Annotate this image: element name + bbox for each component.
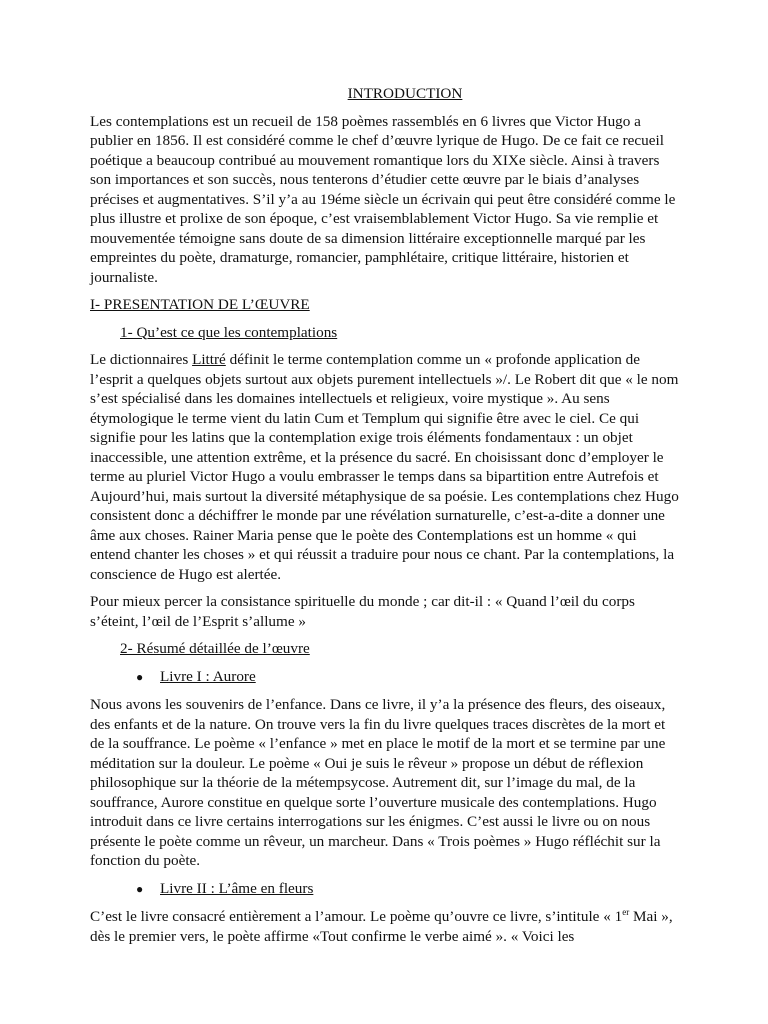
- bullet-livre-2: [136, 879, 680, 900]
- subsection-heading-text: 2- Résumé détaillée de l’œuvre: [120, 640, 310, 657]
- definition-paragraph: [90, 350, 680, 584]
- definition-text-start: Le dictionnaires: [90, 351, 193, 368]
- quote-paragraph: Pour mieux percer la consistance spirituelle du monde ; car dit-il : « Quand l’œil du corps s’éteint, l’œil de l’Esprit s’allume »: [90, 593, 635, 630]
- livre2-paragraph: [90, 907, 680, 946]
- livre1-paragraph: Nous avons les souvenirs de l’enfance. Dans ce livre, il y’a la présence des fleurs, des oiseaux, des enfants et de la nature. On trouve vers la fin du livre quelques traces discrètes de la mort et de la souffrance. Le poème « l’enfance » met en place le motif de la mort et se termine par une méditation sur la douleur. Le poème « Oui je suis le rêveur » propose un début de réflexion philosophique sur la théorie de la métempsycose. Autrement dit, sur l’image du mal, de la souffrance, Aurore constitue en quelque sorte l’ouverture musicale des contemplations. Hugo introduit dans ce livre certains interrogations sur les énigmes. C’est aussi le livre ou on nous présente le poète comme un rêveur, un marcheur. Dans « Trois poèmes » Hugo réfléchit sur la fonction du poète.: [90, 696, 666, 869]
- definition-text-rest: définit le terme contemplation comme un « profonde application de l’esprit a quelques objets surtout aux objets purement intellectuels »/. Le Robert dit que « le nom s’est spécialisé dans les domaines intellectuels et religieux, voire mystique ». Au sens étymologique le terme vient du latin Cum et Templum qui signifie être avec le ciel. Ce qui signifie pour les latins que la contemplation exige trois éléments fondamentaux : un objet inaccessible, une attention extrême, et la présence du sacré. En choisissant donc d’employer le terme au pluriel Victor Hugo a voulu embrasser le temps dans sa bipartition entre Autrefois et Aujourd’hui, mais surtout la diversité métaphysique de sa poésie. Les contemplations chez Hugo consistent donc a déchiffrer le monde par une révélation surnaturelle, c’est-a-dite a donner une âme aux choses. Rainer Maria pense que le poète des Contemplations est un homme « qui entend chanter les choses » et qui réussit a traduire pour nous ce chant. Par la contemplations, la conscience de Hugo est alertée.: [90, 351, 679, 583]
- superscript-er: er: [622, 906, 630, 917]
- littre-reference: Littré: [192, 351, 226, 368]
- bullet-label: Livre II : L’âme en fleurs: [160, 879, 314, 897]
- bullet-label: Livre I : Aurore: [160, 667, 256, 685]
- subsection-heading-summary: [120, 639, 680, 659]
- livre2-text-start: C’est le livre consacré entièrement a l’amour. Le poème qu’ouvre ce livre, s’intitule « 1: [90, 908, 623, 925]
- intro-paragraph: Les contemplations est un recueil de 158 poèmes rassemblés en 6 livres que Victor Hugo a publier en 1856. Il est considéré comme le chef d’œuvre lyrique de Hugo. De ce fait ce recueil poétique a beaucoup contribué au mouvement romantique lors du XIXe siècle. Ainsi à travers son importances et son succès, nous tenterons d’étudier cette œuvre par le biais d’analyses précises et augmentatives. S’il y’a au 19éme siècle un écrivain qui peut être considéré comme le plus illustre et prolixe de son époque, c’est vraisemblablement Victor Hugo. Sa vie remplie et mouvementée témoigne sans doute de sa dimension littéraire exceptionnelle marqué par les empreintes du poète, dramaturge, romancier, pamphlétaire, critique littéraire, historien et journaliste.: [90, 112, 676, 286]
- subsection-heading-definition: [120, 323, 680, 343]
- document-title: INTRODUCTION: [347, 85, 463, 102]
- section-heading-presentation: I- PRESENTATION DE L’ŒUVRE: [90, 296, 310, 313]
- livre2-text-rest: Mai », dès le premier vers, le poète affirme «Tout confirme le verbe aimé ». « Voici les: [90, 908, 673, 945]
- bullet-icon: ●: [136, 669, 144, 684]
- bullet-livre-1: [136, 667, 680, 688]
- document-page: [90, 84, 680, 954]
- bullet-icon: ●: [136, 881, 144, 896]
- subsection-heading-text: 1- Qu’est ce que les contemplations: [120, 323, 338, 341]
